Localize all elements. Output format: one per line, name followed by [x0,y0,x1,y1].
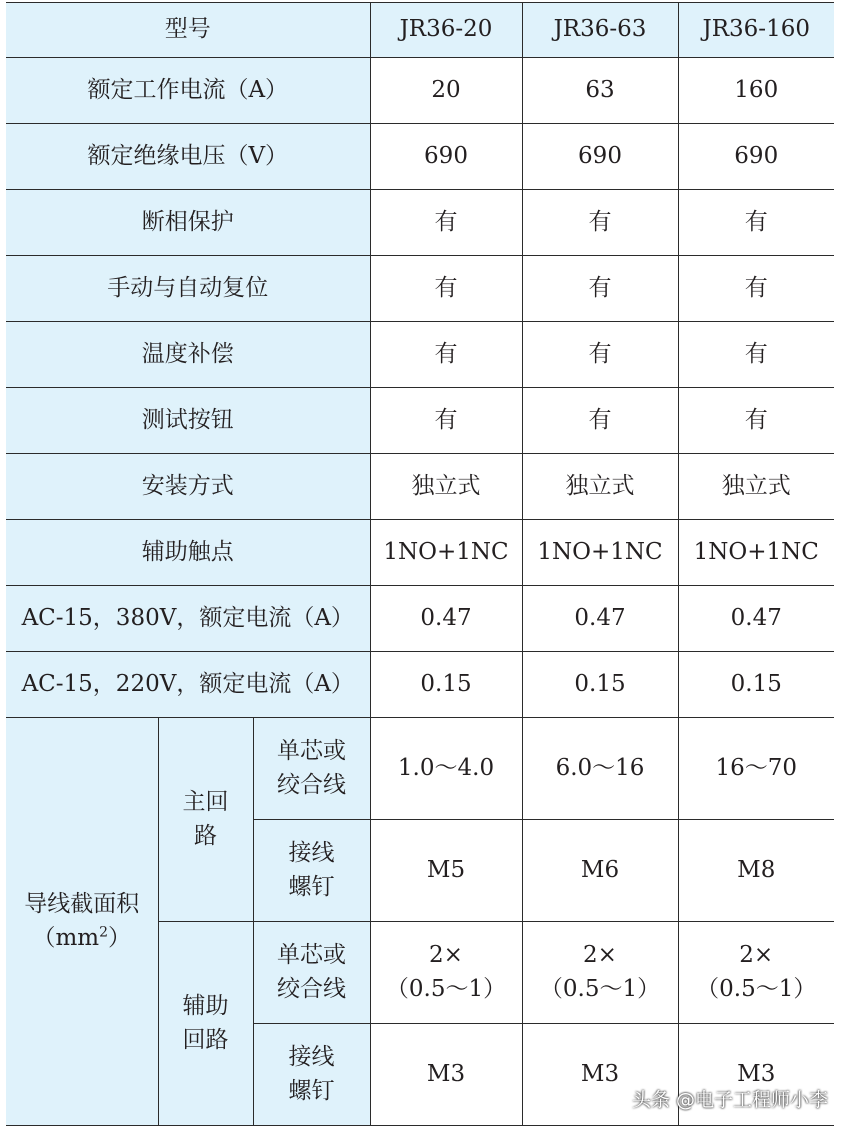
cell-value: 独立式 [678,454,834,520]
header-model-3: JR36-160 [678,3,834,58]
table-row [6,58,834,124]
cell-value: 1NO+1NC [678,520,834,586]
cell-value: 独立式 [522,454,678,520]
table-row [6,124,834,190]
aux-circuit-label [158,922,253,1126]
cell-value: 有 [522,256,678,322]
table-row [6,454,834,520]
cell-value: 0.47 [522,586,678,652]
header-model-label: 型号 [6,3,370,58]
cell-value: M6 [522,820,678,922]
cell-value: 0.15 [370,652,522,718]
cell-value: 1NO+1NC [522,520,678,586]
main-screw-label [253,820,370,922]
aux-core-label [253,922,370,1024]
cell-value: 有 [370,388,522,454]
aux-screw-label-line2: 螺钉 [288,1077,335,1104]
cell-value: 独立式 [370,454,522,520]
main-core-label [253,718,370,820]
spec-table-wrapper [6,2,834,1126]
row-label: 安装方式 [6,454,370,520]
cell-value: 1.0～4.0 [370,718,522,820]
cell-value: 有 [370,190,522,256]
cell-value: M3 [522,1024,678,1126]
wire-section-label-line1: 导线截面积 [24,891,140,918]
wire-section-label [6,718,158,1126]
table-row [6,190,834,256]
cell-value-line1: 2× [739,942,774,969]
cell-value [522,922,678,1024]
main-circuit-label-line2: 路 [194,822,217,849]
cell-value: 1NO+1NC [370,520,522,586]
aux-screw-label [253,1024,370,1126]
cell-value: 有 [678,256,834,322]
cell-value: 有 [678,190,834,256]
cell-value: 16～70 [678,718,834,820]
cell-value [678,922,834,1024]
row-label: 断相保护 [6,190,370,256]
cell-value: 有 [522,322,678,388]
table-row [6,322,834,388]
main-screw-label-line1: 接线 [288,840,335,867]
cell-value: M3 [678,1024,834,1126]
cell-value [370,922,522,1024]
cell-value: 有 [370,322,522,388]
cell-value: 0.47 [678,586,834,652]
table-row [6,718,834,820]
spec-table [6,2,834,1126]
cell-value-line1: 2× [583,942,617,969]
cell-value-line2: （0.5～1） [539,975,661,1002]
aux-circuit-label-line2: 回路 [182,1026,229,1053]
cell-value: 0.15 [522,652,678,718]
row-label: AC-15，220V，额定电流（A） [6,652,370,718]
aux-core-label-line1: 单芯或 [277,942,346,969]
cell-value: 有 [522,388,678,454]
row-label: 额定绝缘电压（V） [6,124,370,190]
cell-value: 有 [678,388,834,454]
aux-circuit-label-line1: 辅助 [182,993,229,1020]
header-model-2: JR36-63 [522,3,678,58]
row-label: 额定工作电流（A） [6,58,370,124]
cell-value: 有 [678,322,834,388]
aux-core-label-line2: 绞合线 [277,975,346,1002]
main-screw-label-line2: 螺钉 [288,873,335,900]
row-label: AC-15，380V，额定电流（A） [6,586,370,652]
cell-value: 20 [370,58,522,124]
table-row [6,520,834,586]
cell-value: 0.15 [678,652,834,718]
header-model-1: JR36-20 [370,3,522,58]
cell-value-line1: 2× [429,942,463,969]
cell-value-line2: （0.5～1） [696,975,817,1002]
watermark: 头条 @电子工程师小李 [631,1089,828,1111]
cell-value: 0.47 [370,586,522,652]
cell-value-line2: （0.5～1） [385,975,507,1002]
cell-value: 6.0～16 [522,718,678,820]
cell-value: M5 [370,820,522,922]
aux-screw-label-line1: 接线 [288,1044,335,1071]
table-row [6,586,834,652]
row-label: 温度补偿 [6,322,370,388]
cell-value: 690 [678,124,834,190]
table-row [6,652,834,718]
cell-value: M3 [370,1024,522,1126]
main-core-label-line2: 绞合线 [277,771,346,798]
cell-value: 160 [678,58,834,124]
wire-section-label-line2: $(mm^2)$ [32,923,132,951]
cell-value: 690 [370,124,522,190]
table-row [6,388,834,454]
cell-value: 690 [522,124,678,190]
header-row [6,3,834,58]
main-circuit-label-line1: 主回 [182,789,229,816]
row-label: 测试按钮 [6,388,370,454]
cell-value: 有 [370,256,522,322]
main-core-label-line1: 单芯或 [277,738,346,765]
row-label: 辅助触点 [6,520,370,586]
cell-value: 63 [522,58,678,124]
table-row [6,256,834,322]
row-label: 手动与自动复位 [6,256,370,322]
cell-value: 有 [522,190,678,256]
cell-value: M8 [678,820,834,922]
main-circuit-label [158,718,253,922]
